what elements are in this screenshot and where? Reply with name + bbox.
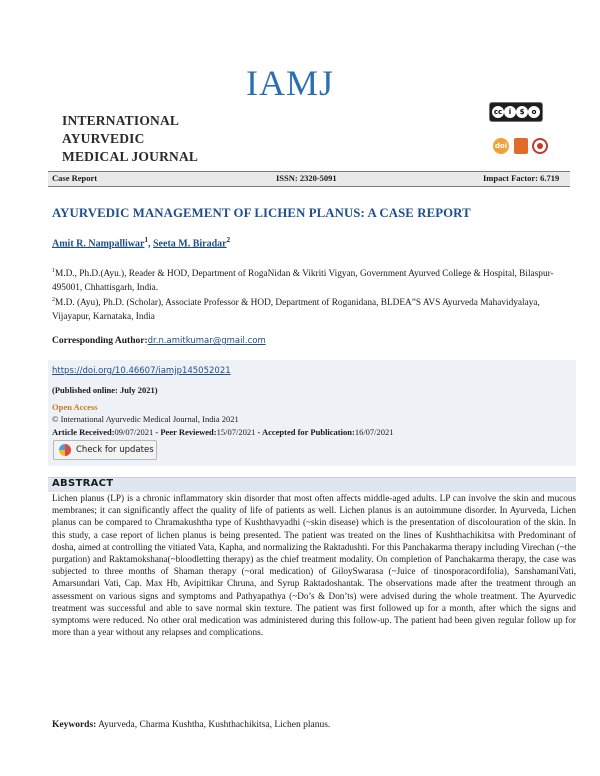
google-scholar-icon[interactable] [514,138,528,154]
check-for-updates-button[interactable] [53,440,157,460]
author-link[interactable]: Seeta M. Biradar [153,238,227,250]
divider [48,171,570,172]
affiliation-2 [52,293,574,324]
corresponding-author [52,336,266,346]
journal-name-line: AYURVEDIC [62,131,145,146]
journal-name-line: MEDICAL JOURNAL [62,149,199,164]
affiliation-1 [52,264,574,295]
impact-factor: Impact Factor: 6.719 [483,173,560,183]
reviewed-date: 15/07/2021 [216,427,256,437]
journal-logo: IAMJ [246,63,335,103]
aff-sup: 2 [52,297,55,303]
issn: ISSN: 2320-5091 [276,173,337,183]
aff-text: M.D. (Ayu), Ph.D. (Scholar), Associate Professor & HOD, Department of Roganidana, BLDEA”S AVS Ayurveda Mahavidyalaya, Vijayapur, Karnataka, India [52,298,540,323]
open-access-label: Open Access [52,402,98,412]
author-sup: 1 [144,236,148,244]
abstract-body: Lichen planus (LP) is a chronic inflammatory skin disorder that most often affects middle-aged adults. LP can involve the skin and mucous membranes; it can significantly affect the quality of life of patients as well. Lichen planus is an autoimmune disorder. In Ayurveda, Lichen planus can be compared to Chramakushtha type of Kushthavyadhi (~skin disease) which is the presentation of discolouration of the skin. In this study, a case report of lichen planus is being presented. The patient was treated on the lines of Kushthachikitsa with Predominant of dosha, aimed at controlling the vitiated Vata, Kapha, and normalizing the Raktadushti. For this Panchakarma therapy including Virechan (~the purgation) and Raktamokshana(~bloodletting therapy) as the chief treatment modality. On completion of Panchakarma therapy, the case was subjected to three months of Shaman therapy (~oral medication) of GiloySwarasa (~Juice of tinosporacordifolia), SanshamaniVati, Amarsundari Vati, Cap. Max Hb, Avipittikar Chruna, and Syrup Raktadoshantak. The observations made after the treatment through an assessment on various signs and symptoms and Pathyapathya (~Do’s & Don’ts) were advised during the whole treatment. The Ayurvedic treatment was successful and able to save normal skin texture. The patient was first followed up for a month, after which the signs and symptoms were reduced. No other oral medication was administered during this follow-up. The patient had been given regular follow up for more than a year without any relapses and complications. [52,493,576,638]
copyright: © International Ayurvedic Medical Journal, India 2021 [52,414,239,424]
accepted-label: - Accepted for Publication: [255,427,355,437]
keywords [52,720,330,730]
cc-by-nc-sa-icon[interactable]: cc i $ o [489,102,543,122]
accepted-date: 16/07/2021 [354,427,394,437]
author-link[interactable]: Amit R. Nampalliwar [52,238,145,250]
author-sup: 2 [226,236,231,244]
keywords-text: Ayurveda, Charma Kushtha, Kushthachikitsa, Lichen planus. [96,720,331,730]
article-dates [52,427,394,437]
author-list: Amit R. Nampalliwar$^1$, Seeta M. Biradar$^2$ [52,236,231,250]
corresponding-label: Corresponding Author: [52,336,148,346]
check-for-updates-label: Check for updates [76,445,154,455]
abstract-heading: ABSTRACT [52,478,114,489]
divider [48,186,570,187]
article-title: AYURVEDIC MANAGEMENT OF LICHEN PLANUS: A CASE REPORT [52,206,471,220]
published-date: (Published online: July 2021) [52,385,158,395]
crossmark-icon [59,444,71,456]
aff-text: M.D., Ph.D.(Ayu.), Reader & HOD, Department of RogaNidan & Vikriti Vigyan, Government Ayurved College & Hospital, Bilaspur-495001, Chhattisgarh, India. [52,269,554,294]
received-label: Article Received: [52,427,115,437]
corresponding-email-link[interactable]: dr.n.amitkumar@gmail.com [147,336,266,346]
keywords-label: Keywords: [52,720,97,730]
article-type: Case Report [52,173,98,183]
doi-link[interactable]: https://doi.org/10.46607/iamjp145052021 [52,366,231,376]
journal-name [62,112,198,166]
doi-icon[interactable]: doi [493,138,509,154]
abstract-heading-bar [48,477,576,492]
received-date: 09/07/2021 [114,427,154,437]
aff-sup: 1 [52,268,55,274]
crossref-icon[interactable] [532,138,548,154]
journal-name-line: INTERNATIONAL [62,113,180,128]
reviewed-label: - Peer Reviewed: [153,427,217,437]
